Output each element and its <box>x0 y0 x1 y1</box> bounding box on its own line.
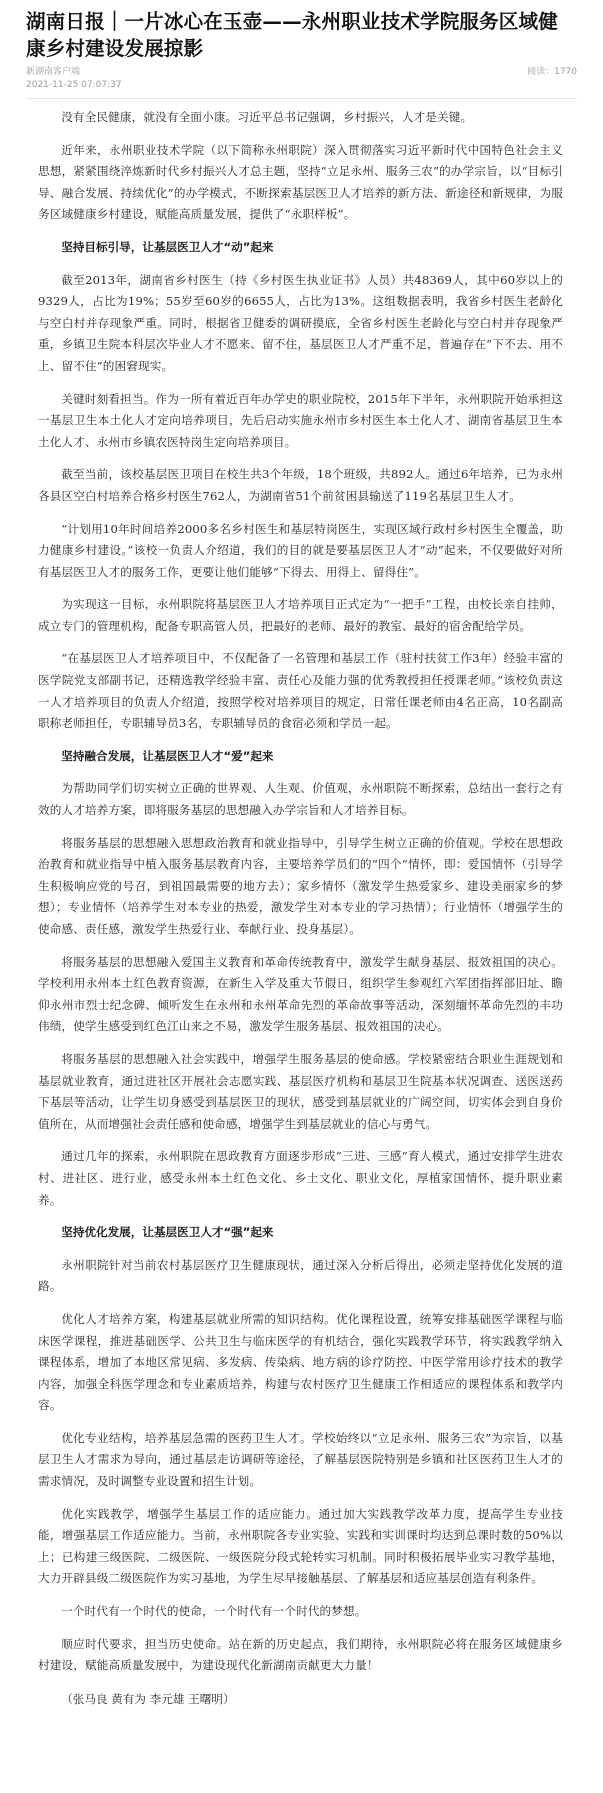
paragraph: 永州职院针对当前农村基层医疗卫生健康现状，通过深入分析后得出，必须走坚持优化发展的道路。 <box>38 1257 563 1294</box>
paragraph: 近年来，永州职业技术学院（以下简称永州职院）深入贯彻落实习近平新时代中国特色社会主义思想，紧紧围绕淬炼新时代乡村振兴人才总主题，坚持“立足永州、服务三农”的办学宗旨，以“目标引导、融合发展、持续优化”的办学模式，不断探索基层医卫人才培养的新方法、新途径和新规律，为服务区域健康乡村建设，赋能高质量发展，提供了“永职样板”。 <box>38 142 563 222</box>
paragraph: 将服务基层的思想融入爱国主义教育和革命传统教育中，激发学生献身基层、报效祖国的决心。学校利用永州本土红色教育资源，在新生入学及重大节假日，组织学生参观红六军团指挥部旧址、瞻仰永州市烈士纪念碑、倾听发生在永州和永州革命先烈的革命故事等活动，深刻缅怀革命先烈的丰功伟绩，使学生感受到红色江山来之不易，激发学生服务基层、报效祖国的决心。 <box>38 954 563 1034</box>
paragraph: “在基层医卫人才培养项目中，不仅配备了一名管理和基层工作（驻村扶贫工作3年）经验丰富的医学院党支部副书记，还精选教学经验丰富、责任心及能力强的优秀教授担任授课老师。”该校负责这一人才培养项目的负责人介绍道，按照学校对培养项目的规定，日常任课老师由4名正高，10名副高职称老师担任，专职辅导员3名，专职辅导员的食宿必须和学员一起。 <box>38 651 563 731</box>
article-body <box>26 107 577 1677</box>
paragraph: 优化人才培养方案，构建基层就业所需的知识结构。优化课程设置，统筹安排基础医学课程与临床医学课程，推进基础医学、公共卫生与临床医学的有机结合，强化实践教学环节，将实践教学纳入课程体系，增加了本地区常见病、多发病、传染病、地方病的诊疗防控、中医学常用诊疗技术的教学内容，加强全科医学理念和专业素质培养，构建与农村医疗卫生健康工作相适应的课程体系和教学内容。 <box>38 1311 563 1413</box>
paragraph: 关键时刻看担当。作为一所有着近百年办学史的职业院校，2015年下半年，永州职院开始承担这一基层卫生本土化人才定向培养项目，先后启动实施永州市乡村医生本土化人才、湖南省基层卫生本土化人才、永州市乡镇农医特岗生定向培养项目。 <box>38 391 563 449</box>
section-heading: 坚持目标引导，让基层医卫人才“动”起来 <box>61 239 274 254</box>
paragraph: 优化实践教学，增强学生基层工作的适应能力。通过加大实践教学改革力度，提高学生专业技能，增强基层工作适应能力。当前，永州职院各专业实验、实践和实训课时均达到总课时数的50%以上；已构建三级医院、二级医院、一级医院分段式轮转实习机制。同时积极拓展毕业实习教学基地，大力开辟县级二级医院作为实习基地，为学生尽早接触基层、了解基层和适应基层创造有利条件。 <box>38 1506 563 1586</box>
paragraph: 为实现这一目标，永州职院将基层医卫人才培养项目正式定为“一把手”工程，由校长亲自挂帅，成立专门的管理机构，配备专职高管人员，把最好的老师、最好的教室、最好的宿舍配给学员。 <box>38 597 563 633</box>
paragraph: 将服务基层的思想融入思想政治教育和就业指导中，引导学生树立正确的价值观。学校在思想政治教育和就业指导中植入服务基层教育内容，主要培养学员们的“四个”情怀，即：爱国情怀（引导学生积极响应党的号召，到祖国最需要的地方去）；家乡情怀（激发学生热爱家乡、建设美丽家乡的梦想）；专业情怀（培养学生对本专业的热爱，激发学生对本专业的学习热情）；行业情怀（增强学生的使命感、责任感，激发学生热爱行业、奉献行业、投身基层）。 <box>38 835 563 936</box>
paragraph: 截至2013年，湖南省乡村医生（持《乡村医生执业证书》人员）共48369人，其中60岁以上的9329人，占比为19%；55岁至60岁的6655人，占比为13%。这组数据表明，我省乡村医生老龄化与空白村并存现象严重。同时，根据省卫健委的调研摸底，全省乡村医生老龄化与空白村并存现象严重，乡镇卫生院本科层次毕业人才不愿来、留不住，基层医卫人才严重不足，普遍存在“下不去、用不上、留不住”的困窘现实。 <box>38 272 563 373</box>
views-count: 阅读：1770 <box>527 67 577 77</box>
article-title: 湖南日报｜一片冰心在玉壶——永州职业技术学院服务区域健康乡村建设发展掠影 <box>26 10 558 60</box>
header-divider <box>26 98 577 99</box>
section-heading: 坚持优化发展，让基层医卫人才“强”起来 <box>61 1225 274 1240</box>
paragraph: 为帮助同学们切实树立正确的世界观、人生观、价值观，永州职院不断探索，总结出一套行之有效的人才培养方案，即将服务基层的思想融入办学宗旨和人才培养目标。 <box>38 781 563 818</box>
paragraph: 一个时代有一个时代的使命，一个时代有一个时代的梦想。 <box>61 1604 367 1619</box>
paragraph: 没有全民健康，就没有全面小康。习近平总书记强调，乡村振兴，人才是关键。 <box>61 110 473 124</box>
paragraph: 将服务基层的思想融入社会实践中，增强学生服务基层的使命感。学校紧密结合职业生涯规划和基层就业教育，通过进社区开展社会志愿实践、基层医疗机构和基层卫生院基本状况调查、送医送药下基层等活动，让学生切身感受到基层医卫的现状，感受到基层就业的广阔空间，切实体会到自身价值所在，从而增强社会责任感和使命感，增强学生到基层就业的信心与勇气。 <box>38 1051 563 1131</box>
author-byline: （张马良 黄有为 李元雄 王曙明） <box>61 1691 235 1706</box>
paragraph: 截至当前，该校基层医卫项目在校生共3个年级，18个班级，共892人。通过6年培养，已为永州各县区空白村培养合格乡村医生762人，为湖南省51个前贫困县输送了119名基层卫生人才。 <box>38 467 563 503</box>
paragraph: 顺应时代要求，担当历史使命。站在新的历史起点，我们期待，永州职院必将在服务区域健康乡村建设，赋能高质量发展中，为建设现代化新湖南贡献更大力量！ <box>38 1636 563 1673</box>
paragraph: “计划用10年时间培养2000多名乡村医生和基层特岗医生，实现区域行政村乡村医生全覆盖，助力健康乡村建设。”该校一负责人介绍道，我们的目的就是要基层医卫人才“动”起来，不仅要做好对所有基层医卫人才的服务工作，更要让他们能够“下得去、用得上、留得住”。 <box>38 521 563 579</box>
paragraph: 通过几年的探索，永州职院在思政教育方面逐步形成“三进、三感”育人模式，通过安排学生进农村、进社区、进行业，感受永州本土红色文化、乡土文化、职业文化，厚植家国情怀，提升职业素养。 <box>38 1149 563 1207</box>
article-meta <box>26 66 577 94</box>
source-label: 新湖南客户端 <box>26 67 81 77</box>
section-heading: 坚持融合发展，让基层医卫人才“爱”起来 <box>61 748 274 763</box>
publish-time: 2021-11-25 07:07:37 <box>26 80 122 90</box>
paragraph: 优化专业结构，培养基层急需的医药卫生人才。学校始终以“立足永州、服务三农”为宗旨，以基层卫生人才需求为导向，通过基层走访调研等途径，了解基层医院特别是乡镇和社区医药卫生人才的需求情况，及时调整专业设置和招生计划。 <box>38 1430 563 1489</box>
